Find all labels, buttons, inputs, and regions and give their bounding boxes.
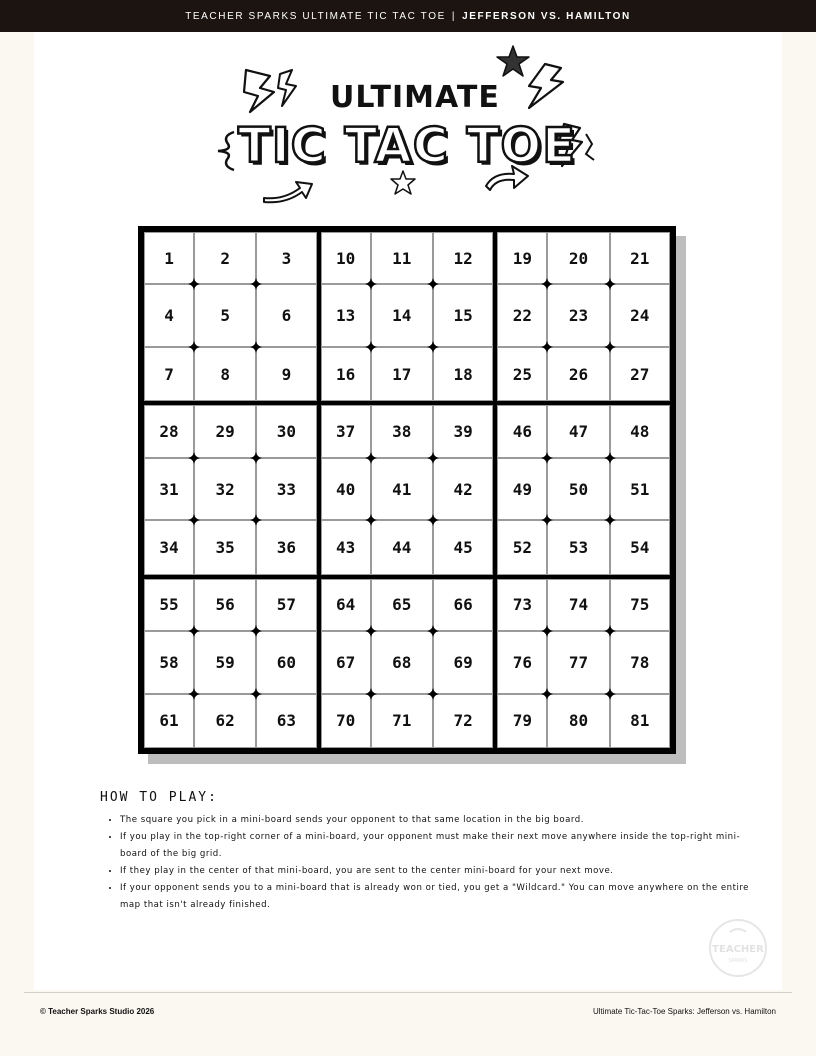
mini-board — [142, 403, 319, 576]
sparkle-icon — [188, 452, 200, 464]
board-cell[interactable]: 44 — [371, 520, 433, 574]
board-cell[interactable]: 28 — [144, 405, 194, 457]
board-cell[interactable]: 4 — [144, 284, 194, 347]
board-cell[interactable]: 8 — [194, 347, 256, 401]
rule-item: • If your opponent sends you to a mini-board that is already won or tied, you get a "Wildcard." You can move anywhere on the entire map that isn't already finished. — [120, 880, 760, 914]
sparkle-icon — [250, 452, 262, 464]
board-cell[interactable]: 15 — [433, 284, 493, 347]
sparkle-icon — [188, 625, 200, 637]
sparkle-icon — [541, 341, 553, 353]
board-cell[interactable]: 24 — [610, 284, 670, 347]
board-cell[interactable]: 67 — [321, 631, 371, 694]
sparkle-icon — [427, 278, 439, 290]
arrow-icon — [260, 176, 316, 204]
sparkle-icon — [365, 341, 377, 353]
board-cell[interactable]: 48 — [610, 405, 670, 457]
board-cell[interactable]: 49 — [497, 458, 547, 521]
board-cell[interactable]: 34 — [144, 520, 194, 574]
board-cell[interactable]: 50 — [547, 458, 609, 521]
board-cell[interactable]: 80 — [547, 694, 609, 748]
mini-board — [495, 230, 672, 403]
sparkle-icon — [188, 514, 200, 526]
board-cell[interactable]: 11 — [371, 232, 433, 284]
board-cell[interactable]: 39 — [433, 405, 493, 457]
board-cell[interactable]: 41 — [371, 458, 433, 521]
board-cell[interactable]: 9 — [256, 347, 316, 401]
board-cell[interactable]: 57 — [256, 579, 316, 631]
sparkle-icon — [541, 278, 553, 290]
board-cell[interactable]: 68 — [371, 631, 433, 694]
board-cell[interactable]: 56 — [194, 579, 256, 631]
board-cell[interactable]: 30 — [256, 405, 316, 457]
board-cell[interactable]: 5 — [194, 284, 256, 347]
mini-board — [319, 577, 496, 750]
sparkle-icon — [604, 278, 616, 290]
sparkle-icon — [541, 625, 553, 637]
board-cell[interactable]: 60 — [256, 631, 316, 694]
sparkle-icon — [250, 625, 262, 637]
sparkle-icon — [604, 688, 616, 700]
board-cell[interactable]: 47 — [547, 405, 609, 457]
board-cell[interactable]: 13 — [321, 284, 371, 347]
sparkle-icon — [427, 625, 439, 637]
board-cell[interactable]: 58 — [144, 631, 194, 694]
mini-board — [142, 230, 319, 403]
rule-item: • The square you pick in a mini-board sends your opponent to that same location in the big board. — [120, 812, 760, 829]
board-cell[interactable]: 36 — [256, 520, 316, 574]
footer-title: Ultimate Tic-Tac-Toe Sparks: Jefferson vs. Hamilton — [592, 1007, 776, 1016]
sparkle-icon — [188, 278, 200, 290]
title-tic-tac-toe: TIC TAC TOE — [238, 118, 576, 174]
sparkle-icon — [604, 514, 616, 526]
board-cell[interactable]: 25 — [497, 347, 547, 401]
board-cell[interactable]: 29 — [194, 405, 256, 457]
board-cell[interactable]: 59 — [194, 631, 256, 694]
board-cell[interactable]: 33 — [256, 458, 316, 521]
board-cell[interactable]: 71 — [371, 694, 433, 748]
board-cell[interactable]: 70 — [321, 694, 371, 748]
mini-board — [319, 230, 496, 403]
mini-board — [142, 577, 319, 750]
board-cell[interactable]: 81 — [610, 694, 670, 748]
board-cell[interactable]: 76 — [497, 631, 547, 694]
board-cell[interactable]: 69 — [433, 631, 493, 694]
board-cell[interactable]: 12 — [433, 232, 493, 284]
board-cell[interactable]: 63 — [256, 694, 316, 748]
sparkle-icon — [250, 341, 262, 353]
how-to-play-heading: HOW TO PLAY: — [100, 790, 218, 805]
board-cell[interactable]: 66 — [433, 579, 493, 631]
board-cell[interactable]: 46 — [497, 405, 547, 457]
mini-board — [495, 577, 672, 750]
board-cell[interactable]: 22 — [497, 284, 547, 347]
sparkle-icon — [250, 278, 262, 290]
sparkle-icon — [188, 688, 200, 700]
footer-divider — [24, 992, 792, 993]
sparkle-icon — [427, 688, 439, 700]
ultimate-board — [138, 226, 676, 754]
board-cell[interactable]: 64 — [321, 579, 371, 631]
board-cell[interactable]: 38 — [371, 405, 433, 457]
teacher-sparks-logo — [708, 918, 768, 978]
board-cell[interactable]: 79 — [497, 694, 547, 748]
board-cell[interactable]: 10 — [321, 232, 371, 284]
board-cell[interactable]: 45 — [433, 520, 493, 574]
board-cell[interactable]: 42 — [433, 458, 493, 521]
board-cell[interactable]: 51 — [610, 458, 670, 521]
sparkle-icon — [250, 688, 262, 700]
board-cell[interactable]: 14 — [371, 284, 433, 347]
board-cell[interactable]: 32 — [194, 458, 256, 521]
mini-board — [495, 403, 672, 576]
sparkle-icon — [541, 688, 553, 700]
board-cell[interactable]: 37 — [321, 405, 371, 457]
board-cell[interactable]: 7 — [144, 347, 194, 401]
board-cell[interactable]: 3 — [256, 232, 316, 284]
sparkle-icon — [365, 452, 377, 464]
board-cell[interactable]: 1 — [144, 232, 194, 284]
board-cell[interactable]: 78 — [610, 631, 670, 694]
board-cell[interactable]: 53 — [547, 520, 609, 574]
sparkle-icon — [427, 452, 439, 464]
board-cell[interactable]: 72 — [433, 694, 493, 748]
board-cell[interactable]: 19 — [497, 232, 547, 284]
board-cell[interactable]: 17 — [371, 347, 433, 401]
board-cell[interactable]: 21 — [610, 232, 670, 284]
board-cell[interactable]: 65 — [371, 579, 433, 631]
sparkle-icon — [541, 514, 553, 526]
lightning-bolt-icon — [515, 62, 567, 110]
sparkle-icon — [188, 341, 200, 353]
board-cell[interactable]: 27 — [610, 347, 670, 401]
bracket-doodle-icon — [212, 128, 240, 174]
board-cell[interactable]: 16 — [321, 347, 371, 401]
rule-item: • If you play in the top-right corner of a mini-board, your opponent must make their next move anywhere inside the top-right mini-board of the big grid. — [120, 829, 760, 863]
board-cell[interactable]: 73 — [497, 579, 547, 631]
sparkle-icon — [427, 341, 439, 353]
board-cell[interactable]: 61 — [144, 694, 194, 748]
board-cell[interactable]: 23 — [547, 284, 609, 347]
board-cell[interactable]: 31 — [144, 458, 194, 521]
board-cell[interactable]: 75 — [610, 579, 670, 631]
board-cell[interactable]: 35 — [194, 520, 256, 574]
board-cell[interactable]: 26 — [547, 347, 609, 401]
header-separator: | — [451, 10, 457, 22]
board-cell[interactable]: 74 — [547, 579, 609, 631]
board-cell[interactable]: 6 — [256, 284, 316, 347]
sparkle-icon — [604, 341, 616, 353]
sparkle-icon — [365, 688, 377, 700]
sparkle-icon — [365, 514, 377, 526]
rule-item: • If they play in the center of that mini-board, you are sent to the center mini-board for your next move. — [120, 863, 760, 880]
sparkle-icon — [365, 625, 377, 637]
sparkle-icon — [604, 452, 616, 464]
header-subtitle: JEFFERSON VS. HAMILTON — [462, 10, 631, 22]
board-cell[interactable]: 18 — [433, 347, 493, 401]
logo-line1: TEACHER — [712, 944, 764, 955]
footer-copyright: © Teacher Sparks Studio 2026 — [40, 1007, 155, 1016]
board-cell[interactable]: 40 — [321, 458, 371, 521]
sparkle-icon — [541, 452, 553, 464]
sparkle-icon — [427, 514, 439, 526]
header-title: TEACHER SPARKS ULTIMATE TIC TAC TOE — [185, 10, 446, 22]
sparkle-icon — [250, 514, 262, 526]
rules-list — [102, 812, 760, 914]
board-cell[interactable]: 43 — [321, 520, 371, 574]
header-bar — [0, 0, 816, 32]
board-cell[interactable]: 52 — [497, 520, 547, 574]
board-cell[interactable]: 62 — [194, 694, 256, 748]
board-cell[interactable]: 2 — [194, 232, 256, 284]
board-cell[interactable]: 20 — [547, 232, 609, 284]
mini-board — [319, 403, 496, 576]
lightning-bolt-icon — [240, 66, 300, 116]
sparkle-icon — [365, 278, 377, 290]
title-ultimate: ULTIMATE — [330, 80, 500, 115]
sparkle-icon — [604, 625, 616, 637]
logo-line2: SPARKS — [728, 958, 748, 964]
board-cell[interactable]: 77 — [547, 631, 609, 694]
board-cell[interactable]: 55 — [144, 579, 194, 631]
board-cell[interactable]: 54 — [610, 520, 670, 574]
